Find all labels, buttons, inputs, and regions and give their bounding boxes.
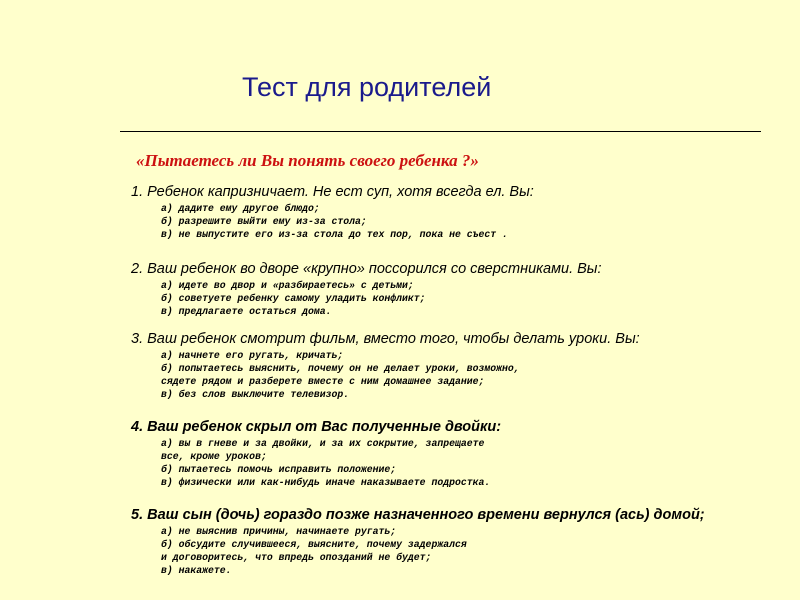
question-2 (131, 261, 602, 318)
answer-option: в) предлагаете остаться дома. (161, 306, 332, 317)
question-4 (131, 419, 501, 489)
question-text: 1. Ребенок капризничает. Не ест суп, хотя всегда ел. Вы: (131, 184, 534, 200)
answer-list (161, 202, 534, 241)
answer-list (161, 437, 501, 489)
answer-option: сядете рядом и разберете вместе с ним домашнее задание; (161, 376, 485, 387)
answer-option: б) пытаетесь помочь исправить положение; (161, 464, 397, 475)
answer-option: в) без слов выключите телевизор. (161, 389, 350, 400)
question-text: 5. Ваш сын (дочь) гораздо позже назначенного времени вернулся (ась) домой; (131, 507, 705, 523)
answer-option: в) физически или как-нибудь иначе наказываете подростка. (161, 477, 491, 488)
title-divider (120, 131, 761, 132)
answer-list (161, 349, 640, 401)
answer-option: в) не выпустите его из-за стола до тех пор, пока не съест . (161, 229, 508, 240)
answer-option: а) вы в гневе и за двойки, и за их сокрытие, запрещаете (161, 438, 485, 449)
answer-option: б) обсудите случившееся, выясните, почему задержался (161, 539, 467, 550)
answer-list (161, 525, 705, 577)
question-text: 2. Ваш ребенок во дворе «крупно» поссорился со сверстниками. Вы: (131, 261, 602, 277)
answer-option: б) разрешите выйти ему из-за стола; (161, 216, 367, 227)
test-subtitle: «Пытаетесь ли Вы понять своего ребенка ?» (136, 151, 479, 170)
answer-option: в) накажете. (161, 565, 232, 576)
answer-option: б) попытаетесь выяснить, почему он не делает уроки, возможно, (161, 363, 520, 374)
question-3 (131, 331, 640, 401)
answer-option: и договоритесь, что впредь опозданий не будет; (161, 552, 432, 563)
answer-option: б) советуете ребенку самому уладить конфликт; (161, 293, 426, 304)
question-text: 4. Ваш ребенок скрыл от Вас полученные двойки: (131, 419, 502, 435)
answer-option: а) начнете его ругать, кричать; (161, 350, 344, 361)
page-title: Тест для родителей (242, 72, 492, 102)
answer-option: а) идете во двор и «разбираетесь» с детьми; (161, 280, 414, 291)
question-5 (131, 507, 705, 577)
question-text: 3. Ваш ребенок смотрит фильм, вместо того, чтобы делать уроки. Вы: (131, 331, 640, 347)
answer-option: а) не выяснив причины, начинаете ругать; (161, 526, 397, 537)
question-1 (131, 184, 534, 241)
answer-option: а) дадите ему другое блюдо; (161, 203, 320, 214)
answer-list (161, 279, 602, 318)
answer-option: все, кроме уроков; (161, 451, 267, 462)
